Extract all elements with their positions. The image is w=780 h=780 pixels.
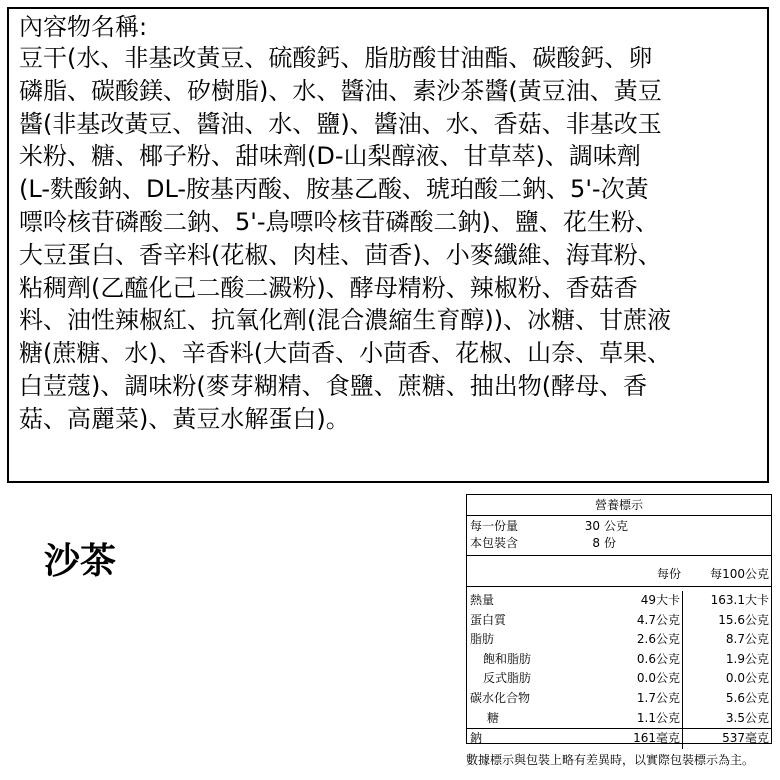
ingredients-line: 粘稠劑(乙醯化己二酸二澱粉)、酵母精粉、辣椒粉、香菇香 [19,273,638,302]
nutrient-per-100g: 163.1大卡 [710,593,769,607]
nutrition-note: 數據標示與包裝上略有差異時，以實際包裝標示為主。 [466,753,755,767]
ingredients-line: 醬(非基改黃豆、醬油、水、鹽)、醬油、水、香菇、非基改玉 [19,109,662,138]
nutrient-per-100g: 537毫克 [722,731,769,746]
nutrient-per-serving: 1.7公克 [597,689,683,709]
nutrition-column-header [467,556,771,587]
nutrient-per-100g: 8.7公克 [725,632,769,647]
servings-row [467,535,771,552]
nutrition-row-sodium [467,728,771,749]
nutrient-name: 脂肪 [470,632,495,647]
ingredients-line: (L-麩酸鈉、DL-胺基丙酸、胺基乙酸、琥珀酸二鈉、5'-次黃 [19,175,649,204]
nutrient-name: 反式脂肪 [483,671,532,686]
nutrient-per-100g: 15.6公克 [718,612,769,627]
ingredients-line: 嘌呤核苷磷酸二鈉、5'-鳥嘌呤核苷磷酸二鈉)、鹽、花生粉、 [19,207,659,236]
nutrient-per-serving: 161毫克 [597,729,683,749]
nutrient-per-serving: 2.6公克 [597,630,683,650]
nutrition-row-trans-fat [467,669,771,689]
nutrient-per-serving: 0.0公克 [597,669,683,689]
servings-unit: 份 [604,536,617,550]
ingredients-line: 磷脂、碳酸鎂、矽樹脂)、水、醬油、素沙茶醬(黃豆油、黃豆 [19,76,662,105]
nutrient-name: 熱量 [470,593,495,607]
nutrient-per-100g: 1.9公克 [725,651,769,666]
serving-size-row [467,518,771,535]
nutrition-title: 營養標示 [594,498,643,512]
column-header-per-serving: 每份 [656,567,681,581]
ingredients-line: 料、油性辣椒紅、抗氧化劑(混合濃縮生育醇))、冰糖、甘蔗液 [19,306,672,335]
column-header-per-100g: 每100公克 [710,567,769,581]
ingredients-line: 菇、高麗菜)、黃豆水解蛋白)。 [19,404,350,433]
column-header-blank [467,562,597,586]
serving-info [467,515,771,556]
ingredients-heading: 內容物名稱: [19,13,148,41]
nutrition-row-calories [467,591,771,611]
nutrient-per-serving: 1.1公克 [597,709,683,729]
nutrient-per-100g: 0.0公克 [725,671,769,686]
nutrient-per-serving: 49大卡 [597,591,683,611]
nutrient-per-100g: 3.5公克 [725,710,769,725]
nutrition-body [467,587,771,749]
nutrient-name: 蛋白質 [470,612,507,627]
servings-label: 本包裝含 [470,536,519,550]
ingredients-line: 白荳蔻)、調味粉(麥芽糊精、食鹽、蔗糖、抽出物(酵母、香 [19,371,648,400]
ingredients-line: 大豆蛋白、香辛料(花椒、肉桂、茴香)、小麥纖維、海茸粉、 [19,240,662,269]
nutrition-row-fat [467,630,771,650]
serving-size-label: 每一份量 [470,519,519,533]
nutrient-per-serving: 4.7公克 [597,611,683,631]
product-name: 沙茶 [44,541,117,582]
nutrient-name: 飽和脂肪 [483,651,532,666]
nutrition-row-saturated-fat [467,650,771,670]
nutrient-per-100g: 5.6公克 [725,690,769,705]
ingredients-line: 豆干(水、非基改黃豆、硫酸鈣、脂肪酸甘油酯、碳酸鈣、卵 [19,44,653,72]
ingredients-box [7,7,769,483]
nutrition-row-protein [467,611,771,631]
nutrient-name: 糖 [487,710,500,725]
nutrition-panel [466,494,772,744]
nutrient-name: 碳水化合物 [470,690,531,705]
ingredients-line: 糖(蔗糖、水)、辛香料(大茴香、小茴香、花椒、山奈、草果、 [19,339,672,368]
serving-size-unit: 公克 [604,519,629,533]
servings-value: 8 [592,536,600,550]
serving-size-value: 30 [584,519,600,533]
ingredients-line: 米粉、糖、椰子粉、甜味劑(D-山梨醇液、甘草萃)、調味劑 [19,142,641,171]
nutrition-row-carbohydrate [467,689,771,709]
nutrition-row-sugar [467,709,771,729]
nutrient-per-serving: 0.6公克 [597,650,683,670]
nutrient-name: 鈉 [470,731,483,746]
